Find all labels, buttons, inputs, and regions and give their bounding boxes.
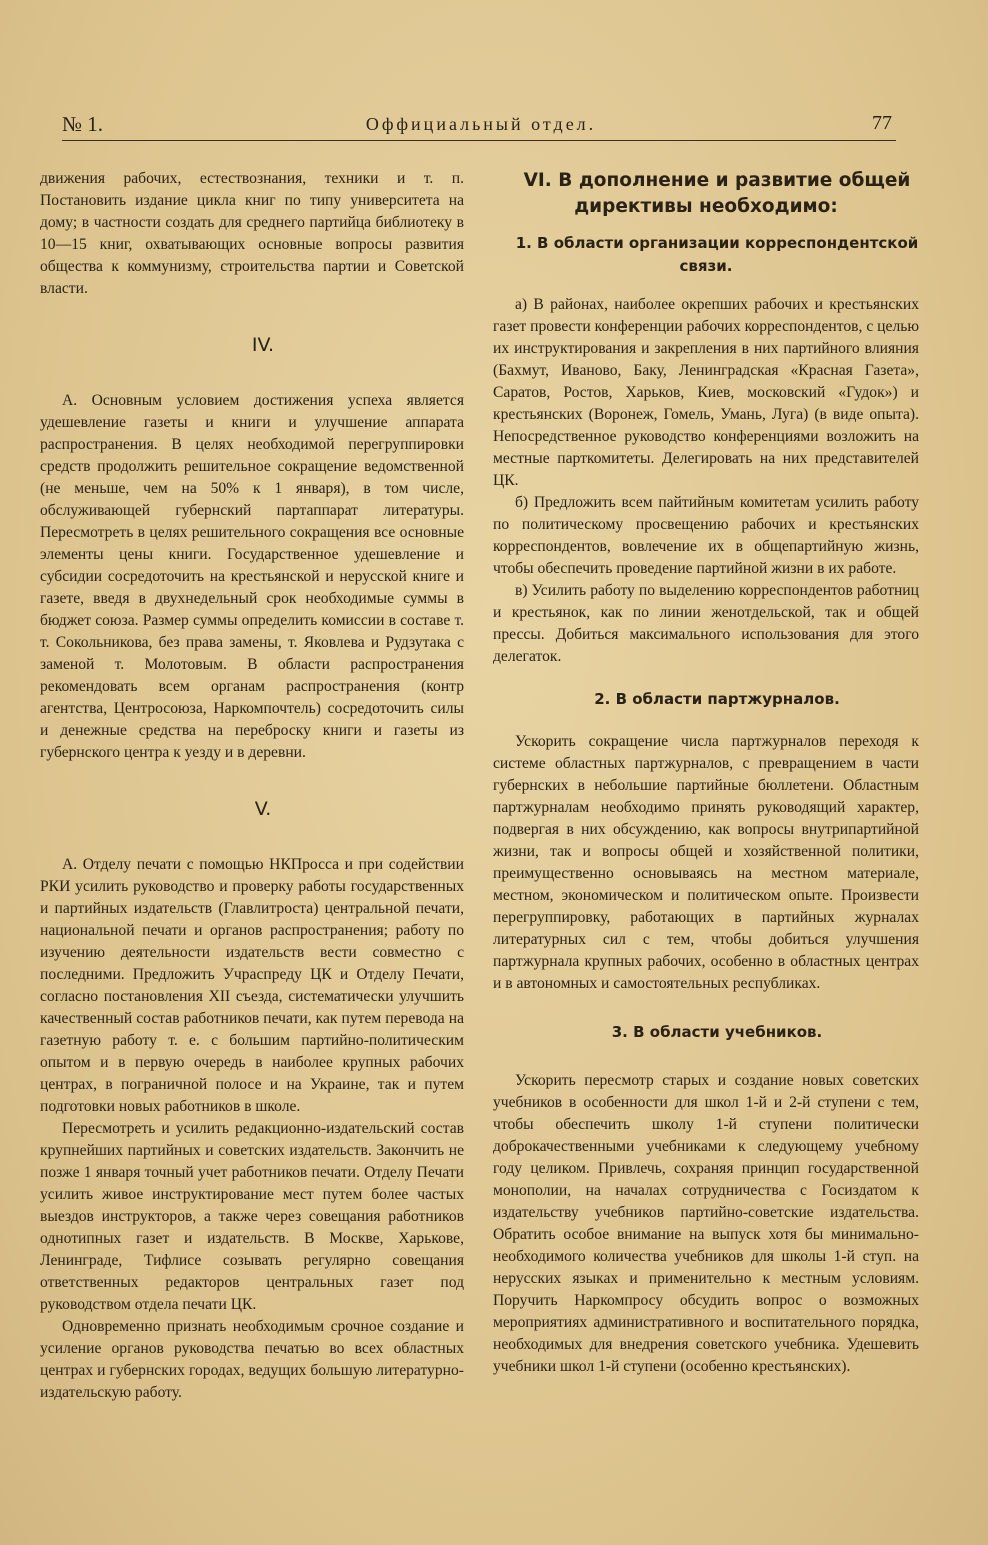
subsection-2-heading: 2. В области партжурналов. bbox=[594, 690, 840, 708]
section-v-heading: V. bbox=[254, 798, 272, 820]
section-iv-text: А. Основным условием достижения успеха является удешевление газеты и книги и улучшение аппарата распространения. В целях необходимой перегруппировки средств продолжить решительное сокращение ведомственной (не меньше, чем на 50% к 1 января), в том числе, обслуживающей губернский партаппарат литературы. Пересмотреть в целях решительного сокращения все основные элементы цены книги. Государственное удешевление и субсидии сосредоточить на крестьянской и нерусской книге и газете, введя в двухнедельный срок необходимые суммы в бюджет союза. Размер суммы определить комиссии в составе т. т. Сокольникова, без права замены, т. Яковлева и Рудзутака с заменой т. Молотовым. В области распространения рекомендовать всем органам распространения (контр агентства, Центросоюза, Наркомпочтель) сосредоточить силы и денежные средства на переброску книги и газеты из губернского центра к уезду и в деревни. bbox=[40, 392, 464, 761]
section-v-paragraph: Пересмотреть и усилить редакционно-издательский состав крупнейших партийных и советских издательств. Закончить не позже 1 января точный учет работников печати. Отделу Печати усилить живое инструктирование мест путем более частых выездов инструкторов, а также через совещания работников однотипных газет и издательств. В Москве, Харькове, Ленинграде, Тифлисе созывать регулярно совещания ответственных редакторов центральных газет под руководством отдела печати ЦК. bbox=[40, 1120, 464, 1313]
left-column bbox=[40, 168, 464, 1404]
subsection-1-item-a: а) В районах, наиболее окрепших рабочих и крестьянских газет провести конференции рабочих корреспондентов, с целью их инструктирования и закрепления в них партийного влияния (Бахмут, Иваново, Баку, Ленинградская «Красная Газета», Саратов, Ростов, Харьков, Киев, московский «Гудок») и крестьянских (Воронеж, Гомель, Умань, Луга) (в виде опыта). Непосредственное руководство конференциями возложить на местные парткомитеты. Делегировать на них представителей ЦК. bbox=[493, 296, 919, 489]
subsection-3-heading: 3. В области учебников. bbox=[611, 1023, 823, 1041]
subsection-1-item-c: в) Усилить работу по выделению корреспондентов работниц и крестьянок, как по линии женотдельской, так и общей прессы. Добиться максимального использования для этого делегаток. bbox=[493, 582, 919, 665]
header-rule bbox=[62, 140, 896, 141]
section-v-paragraph: А. Отделу печати с помощью НКПросса и при содействии РКИ усилить руководство и проверку работы государственных и партийных издательств (Главлитроста) центральной печати, национальной печати и органов распространения; работу по изучению деятельности издательств вести совместно с последними. Предложить Учраспреду ЦК и Отделу Печати, согласно постановления XII съезда, систематически улучшить качественный состав работников печати, как путем перевода на газетную работу т. е. с большим партийно-политическим опытом и в первую очередь в наиболее крупных рабочих центрах, в пограничной полосе и на Украине, так и путем подготовки новых работников в школе. bbox=[40, 856, 464, 1115]
section-iv-heading: IV. bbox=[251, 334, 275, 356]
section-v-paragraph: Одновременно признать необходимым срочное создание и усиление органов руководства печатью во всех областных центрах и губернских городах, ведущих большую литературно-издательскую работу. bbox=[40, 1318, 464, 1401]
section-vi-heading: VI. В дополнение и развитие общей директивы необходимо: bbox=[523, 170, 911, 217]
subsection-1-heading: 1. В области организации корреспондентской связи. bbox=[515, 234, 919, 275]
issue-number: № 1. bbox=[62, 112, 104, 136]
subsection-3-text: Ускорить пересмотр старых и создание новых советских учебников в особенности для школ 1-й и 2-й ступени с тем, чтобы обеспечить школу 1-й ступени политически доброкачественными учебниками к следующему учебному году целиком. Привлечь, сохраняя принцип государственной монополии, на началах сотрудничества с Госиздатом к издательству учебников партийно-советские издательства. Обратить особое внимание на выпуск хотя бы минимально-необходимого количества учебников для школы 1-й ступ. на нерусских языках и применительно к местным условиям. Поручить Наркомпросу обсудить вопрос о возможных мероприятиях административного и воспитательного порядка, необходимых для внедрения советского учебника. Удешевить учебники школ 1-й ступени (особенно крестьянских). bbox=[493, 1072, 919, 1375]
subsection-1-item-b: б) Предложить всем пайтийным комитетам усилить работу по политическому просвещению рабочих и крестьянских корреспондентов, вовлечение их в общепартийную жизнь, чтобы обеспечить проведение партийной жизни в их работе. bbox=[493, 494, 919, 577]
section-title: Оффициальный отдел. bbox=[365, 114, 597, 134]
right-column bbox=[493, 168, 919, 1378]
page-number: 77 bbox=[872, 112, 892, 134]
subsection-2-text: Ускорить сокращение числа партжурналов переходя к системе областных партжурналов, с превращением в части губернских в небольшие партийные бюллетени. Областным партжурналам необходимо принять руководящий характер, подвергая в них обсуждению, как вопросы внутрипартийной жизни, так и вопросы общей и хозяйственной политики, преимущественно основываясь на местном материале, местном, экономическом и политическом опыте. Произвести перегруппировку, работающих в партийных журналах литературных сил с тем, чтобы добиться улучшения партжурнала крупных рабочих, особенно в областных центрах и в автономных и самостоятельных республиках. bbox=[493, 733, 919, 992]
intro-paragraph: движения рабочих, естествознания, техники и т. п. Постановить издание цикла книг по типу университета на дому; в частности создать для среднего партийца библиотеку в 10—15 книг, охватывающих основные вопросы развития общества к коммунизму, строительства партии и Советской власти. bbox=[40, 170, 464, 297]
